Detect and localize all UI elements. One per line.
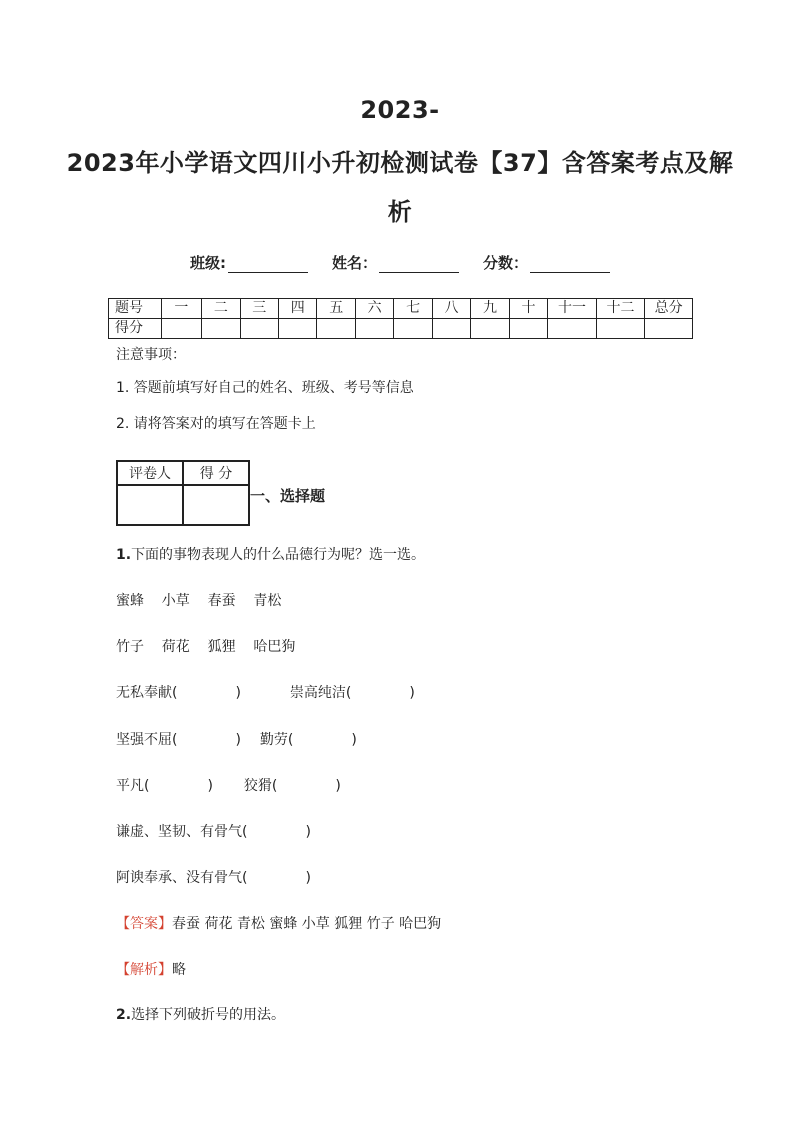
- note-item: 2. 请将答案对的填写在答题卡上: [116, 416, 316, 432]
- blank-prompt: 谦虚、坚韧、有骨气(: [116, 824, 248, 840]
- section-title: 一、选择题: [250, 487, 326, 505]
- paren-close: ): [235, 685, 241, 701]
- paren-close: ): [305, 870, 311, 886]
- score-cell[interactable]: [596, 319, 645, 339]
- class-label: 班级:: [189, 254, 226, 272]
- paren-close: ): [409, 685, 415, 701]
- score-cell[interactable]: [317, 319, 355, 339]
- header-cell: 十二: [596, 299, 645, 319]
- header-cell: 十: [509, 299, 547, 319]
- score-cell[interactable]: [355, 319, 393, 339]
- paren-close: ): [305, 824, 311, 840]
- title-line-3: 析: [387, 198, 413, 226]
- grader-table: [116, 460, 250, 526]
- word-list: 竹子 荷花 狐狸 哈巴狗: [116, 639, 296, 655]
- score-cell[interactable]: [645, 319, 693, 339]
- score-blank[interactable]: [530, 256, 610, 273]
- blank-prompt: 崇高纯洁(: [289, 685, 352, 701]
- blank-line: [116, 821, 311, 841]
- header-cell: 六: [355, 299, 393, 319]
- class-field: [190, 252, 308, 273]
- blank-prompt: 勤劳(: [259, 732, 294, 748]
- class-blank[interactable]: [228, 256, 308, 273]
- blank-prompt: 平凡(: [116, 778, 150, 794]
- answer-tag: 【答案】: [116, 916, 172, 932]
- grader-input-cell[interactable]: [117, 485, 183, 525]
- question-1: [116, 544, 425, 564]
- score-header-cell: 得 分: [183, 461, 249, 485]
- score-cell[interactable]: [548, 319, 597, 339]
- header-cell: 五: [317, 299, 355, 319]
- blank-prompt: 狡猾(: [243, 778, 278, 794]
- score-label: 分数：: [483, 254, 529, 272]
- question-number: 2.: [116, 1007, 132, 1023]
- score-row-label: 得分: [109, 319, 162, 339]
- score-input-cell[interactable]: [183, 485, 249, 525]
- note-item: 1. 答题前填写好自己的姓名、班级、考号等信息: [116, 380, 414, 396]
- paren-close: ): [351, 732, 357, 748]
- paren-close: ): [335, 778, 341, 794]
- name-blank[interactable]: [379, 256, 459, 273]
- header-cell: 一: [161, 299, 201, 319]
- analysis-line: [116, 959, 186, 979]
- score-cell[interactable]: [471, 319, 509, 339]
- student-info-row: [0, 252, 800, 273]
- answer-line: [116, 913, 441, 933]
- grader-header-cell: 评卷人: [117, 461, 183, 485]
- analysis-text: 略: [172, 962, 186, 978]
- blank-prompt: 阿谀奉承、没有骨气(: [116, 870, 248, 886]
- score-cell[interactable]: [161, 319, 201, 339]
- paren-close: ): [207, 778, 213, 794]
- name-field: [332, 252, 459, 273]
- score-cell[interactable]: [432, 319, 470, 339]
- score-cell[interactable]: [394, 319, 432, 339]
- question-text: 下面的事物表现人的什么品德行为呢？选一选。: [131, 547, 426, 563]
- analysis-tag: 【解析】: [116, 962, 172, 978]
- question-number: 1.: [116, 547, 132, 563]
- score-table-score-row: [109, 319, 693, 339]
- score-cell[interactable]: [279, 319, 317, 339]
- score-cell[interactable]: [240, 319, 278, 339]
- header-cell: 八: [432, 299, 470, 319]
- header-cell: 七: [394, 299, 432, 319]
- paren-close: ): [235, 732, 241, 748]
- answer-text: 春蚕 荷花 青松 蜜蜂 小草 狐狸 竹子 哈巴狗: [172, 916, 442, 932]
- blank-prompt: 坚强不屈(: [116, 732, 178, 748]
- word-list: 蜜蜂 小草 春蚕 青松: [116, 593, 282, 609]
- header-cell: 四: [279, 299, 317, 319]
- score-table-header-row: [109, 299, 693, 319]
- score-field: [483, 252, 610, 273]
- question-text: 选择下列破折号的用法。: [131, 1007, 286, 1023]
- score-table: [108, 298, 693, 339]
- header-cell: 九: [471, 299, 509, 319]
- blank-line: [116, 867, 311, 887]
- title-line-2: 2023年小学语文四川小升初检测试卷【37】含答案考点及解: [66, 149, 734, 177]
- title-line-1: 2023-: [360, 96, 440, 124]
- blank-line: [116, 775, 341, 795]
- header-cell: 三: [240, 299, 278, 319]
- notes-heading: 注意事项：: [116, 347, 186, 363]
- header-cell: 二: [202, 299, 240, 319]
- score-cell[interactable]: [509, 319, 547, 339]
- header-cell: 十一: [548, 299, 597, 319]
- blank-line: [116, 682, 415, 702]
- blank-line: [116, 729, 357, 749]
- header-cell: 总分: [645, 299, 693, 319]
- blank-prompt: 无私奉献(: [116, 685, 178, 701]
- name-label: 姓名：: [331, 254, 377, 272]
- score-cell[interactable]: [202, 319, 240, 339]
- header-cell: 题号: [109, 299, 162, 319]
- question-2: [116, 1004, 285, 1024]
